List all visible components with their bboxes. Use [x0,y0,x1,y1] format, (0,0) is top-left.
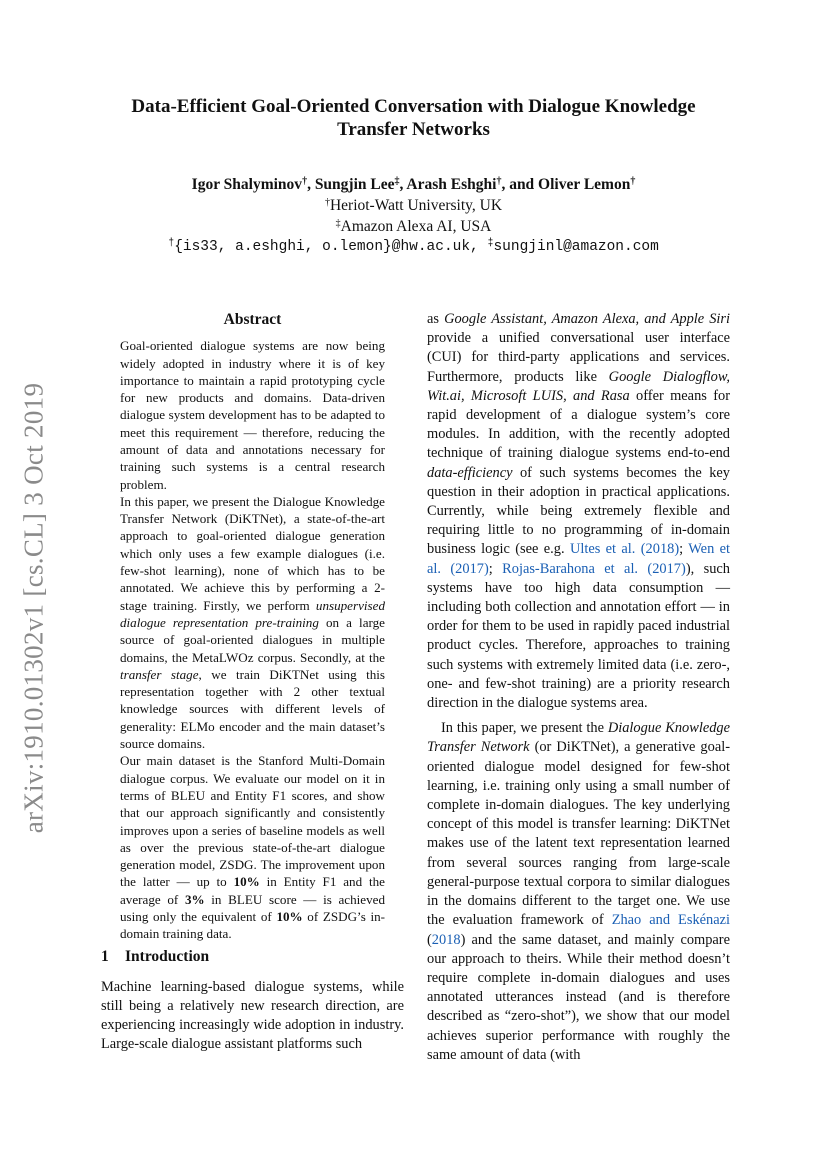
text-run: in BLEU score — is achieved using only the equivalent of [120,891,386,924]
author-4: and Oliver Lemon [509,176,631,193]
emphasis: data-efficiency [427,464,513,481]
abstract-paragraph-1: Goal-oriented dialogue systems are now being widely adopted in industry where it is of key importance to maintain a rapid prototyping cycle for new products and domains. Data-driven dialogue system development has to be adapted to meet this requirement — therefore, reducing the amount of data and annotations necessary for training such systems is a central research problem. [120,338,385,492]
affiliation-2 [90,216,737,237]
text-run: ), such systems have too high data consumption — including both collection and annotation effort — in order for them to be used in rapidly paced industrial product cycles. Therefore, approaches to training such systems with extremely limited data (i.e. zero-, one- and few-shot training) are a priority research direction in the dialogue systems area. [427,560,730,712]
intro-paragraph-continued [427,310,730,713]
title-line-2: Transfer Networks [337,119,490,140]
author-block [90,174,737,258]
text-run: , we train DiKTNet using this representation together with 2 other textual knowledge sources with different levels of generality: ELMo encoder and the main dataset’s source domains. [120,666,385,752]
section-number: 1 [101,947,109,965]
text-run: in Entity F1 and the average of [120,874,385,907]
text-run: on a large source of goal-oriented dialogues in multiple domains, the MetaLWOz corpus. Secondly, at the [120,614,385,665]
text-run: In this paper, we present the Dialogue Knowledge Transfer Network (DiKTNet), a state-of-the-art approach to goal-oriented dialogue generation which only uses a few example dialogues (i.e. few-shot learning), none of which has to be annotated. We achieve this by performing a 2-stage training. Firstly, we perform [120,493,385,613]
affiliation-1-text: Heriot-Watt University, UK [329,197,503,214]
separator: , [399,176,407,193]
bold-value: 10% [276,909,303,924]
text-run: Our main dataset is the Stanford Multi-Domain dialogue corpus. We evaluate our model on it in terms of BLEU and Entity F1 scores, and show that our approach significantly and consistently improves upon a series of baseline models as well as over the previous state-of-the-art dialogue generation model, ZSDG. The improvement upon the latter — up to [120,753,385,890]
dagger-mark: † [630,176,636,187]
abstract-paragraph-3 [120,752,385,942]
author-1: Igor Shalyminov [191,176,303,193]
ddagger-mark: ‡ [335,218,341,229]
email-hw: {is33, a.eshghi, o.lemon}@hw.ac.uk, [174,239,479,255]
text-run: provide a unified conversational user interface (CUI) for third-party applications and services. Furthermore, products like [427,330,730,385]
text-run: In this paper, we present the [441,720,608,737]
separator: , [307,176,315,193]
ddagger-mark: ‡ [394,176,400,187]
citation-link[interactable]: Zhao and Eskénazi [611,912,730,929]
affiliation-2-text: Amazon Alexa AI, USA [340,218,492,235]
section-title: Introduction [125,947,210,965]
emphasis: Google Assistant, Amazon Alexa, and Apple Siri [444,311,731,327]
text-run: ( [427,931,432,948]
citation-link[interactable]: Rojas-Barahona et al. (2017) [502,560,686,577]
emphasis: Google Dialogflow, Wit.ai, Microsoft LUIS, and Rasa [427,368,730,404]
title-line-1: Data-Efficient Goal-Oriented Conversation with Dialogue Knowledge [131,96,696,117]
section-heading-introduction [101,947,404,966]
ddagger-mark: ‡ [487,238,494,249]
author-names [90,174,737,195]
email-amazon: sungjinl@amazon.com [493,239,659,255]
citation-link[interactable]: Wen et al. (2017) [427,541,731,577]
abstract-paragraph-2 [120,493,385,752]
intro-paragraph-2 [427,719,730,1065]
text-run: ; [679,541,689,558]
text-run: (or DiKTNet), a generative goal-oriented dialogue model designed for few-shot learning, i.e. training only using a small number of complete in-domain dialogues. The key underlying concept of this model is transfer learning: DiKTNet makes use of the latent text representation learned from several sources ranging from large-scale general-purpose textual corpora to similar dialogues in the domains different to the target one. We use the evaluation framework of [427,739,730,929]
dagger-mark: † [324,197,330,208]
dagger-mark: † [496,176,502,187]
emails [90,237,737,258]
paper-title [90,95,737,141]
text-run: as [427,311,445,327]
bold-value: 3% [184,891,205,907]
text-run: of ZSDG’s in-domain training data. [120,909,386,942]
arxiv-sidebar-stamp [14,373,54,843]
abstract-heading: Abstract [223,311,282,328]
left-column [101,310,404,1055]
separator: , [501,176,510,193]
emphasis: unsupervised dialogue representation pre-training [120,597,385,630]
bold-value: 10% [233,874,260,890]
arxiv-identifier: arXiv:1910.01302v1 [cs.CL] 3 Oct 2019 [18,382,49,834]
text-run: ; [488,560,503,577]
text-run: ) and the same dataset, and mainly compare our approach to theirs. While their method doesn’t require complete in-domain dialogues and uses annotated utterances instead (and is therefore described as “zero-shot”), we show that our model achieves superior performance with roughly the same amount of data (with [427,931,730,1063]
emphasis: Dialogue Knowledge Transfer Network [427,720,730,756]
author-3: Arash Eshghi [406,176,497,193]
dagger-mark: † [302,176,308,187]
text-run: offer means for rapid development of a dialogue system’s core modules. In addition, with the recently adopted technique of training dialogue systems end-to-end [427,387,730,462]
dagger-mark: † [168,238,175,249]
text-run: of such systems becomes the key question in their adoption in practical applications. Currently, while being extremely flexible and requiring little to no programming of in-domain business logic (see e.g. [427,464,730,558]
abstract-body [101,337,404,942]
citation-link[interactable]: Ultes et al. (2018) [569,541,680,558]
emphasis: transfer stage [120,666,199,682]
citation-link[interactable]: 2018 [431,931,461,948]
right-column [427,310,730,1065]
author-2: Sungjin Lee [314,176,395,193]
intro-paragraph-1: Machine learning-based dialogue systems, while still being a relatively new research direction, are experiencing increasingly wide adoption in industry. Large-scale dialogue assistant platforms such [101,978,404,1053]
affiliation-1 [90,195,737,216]
